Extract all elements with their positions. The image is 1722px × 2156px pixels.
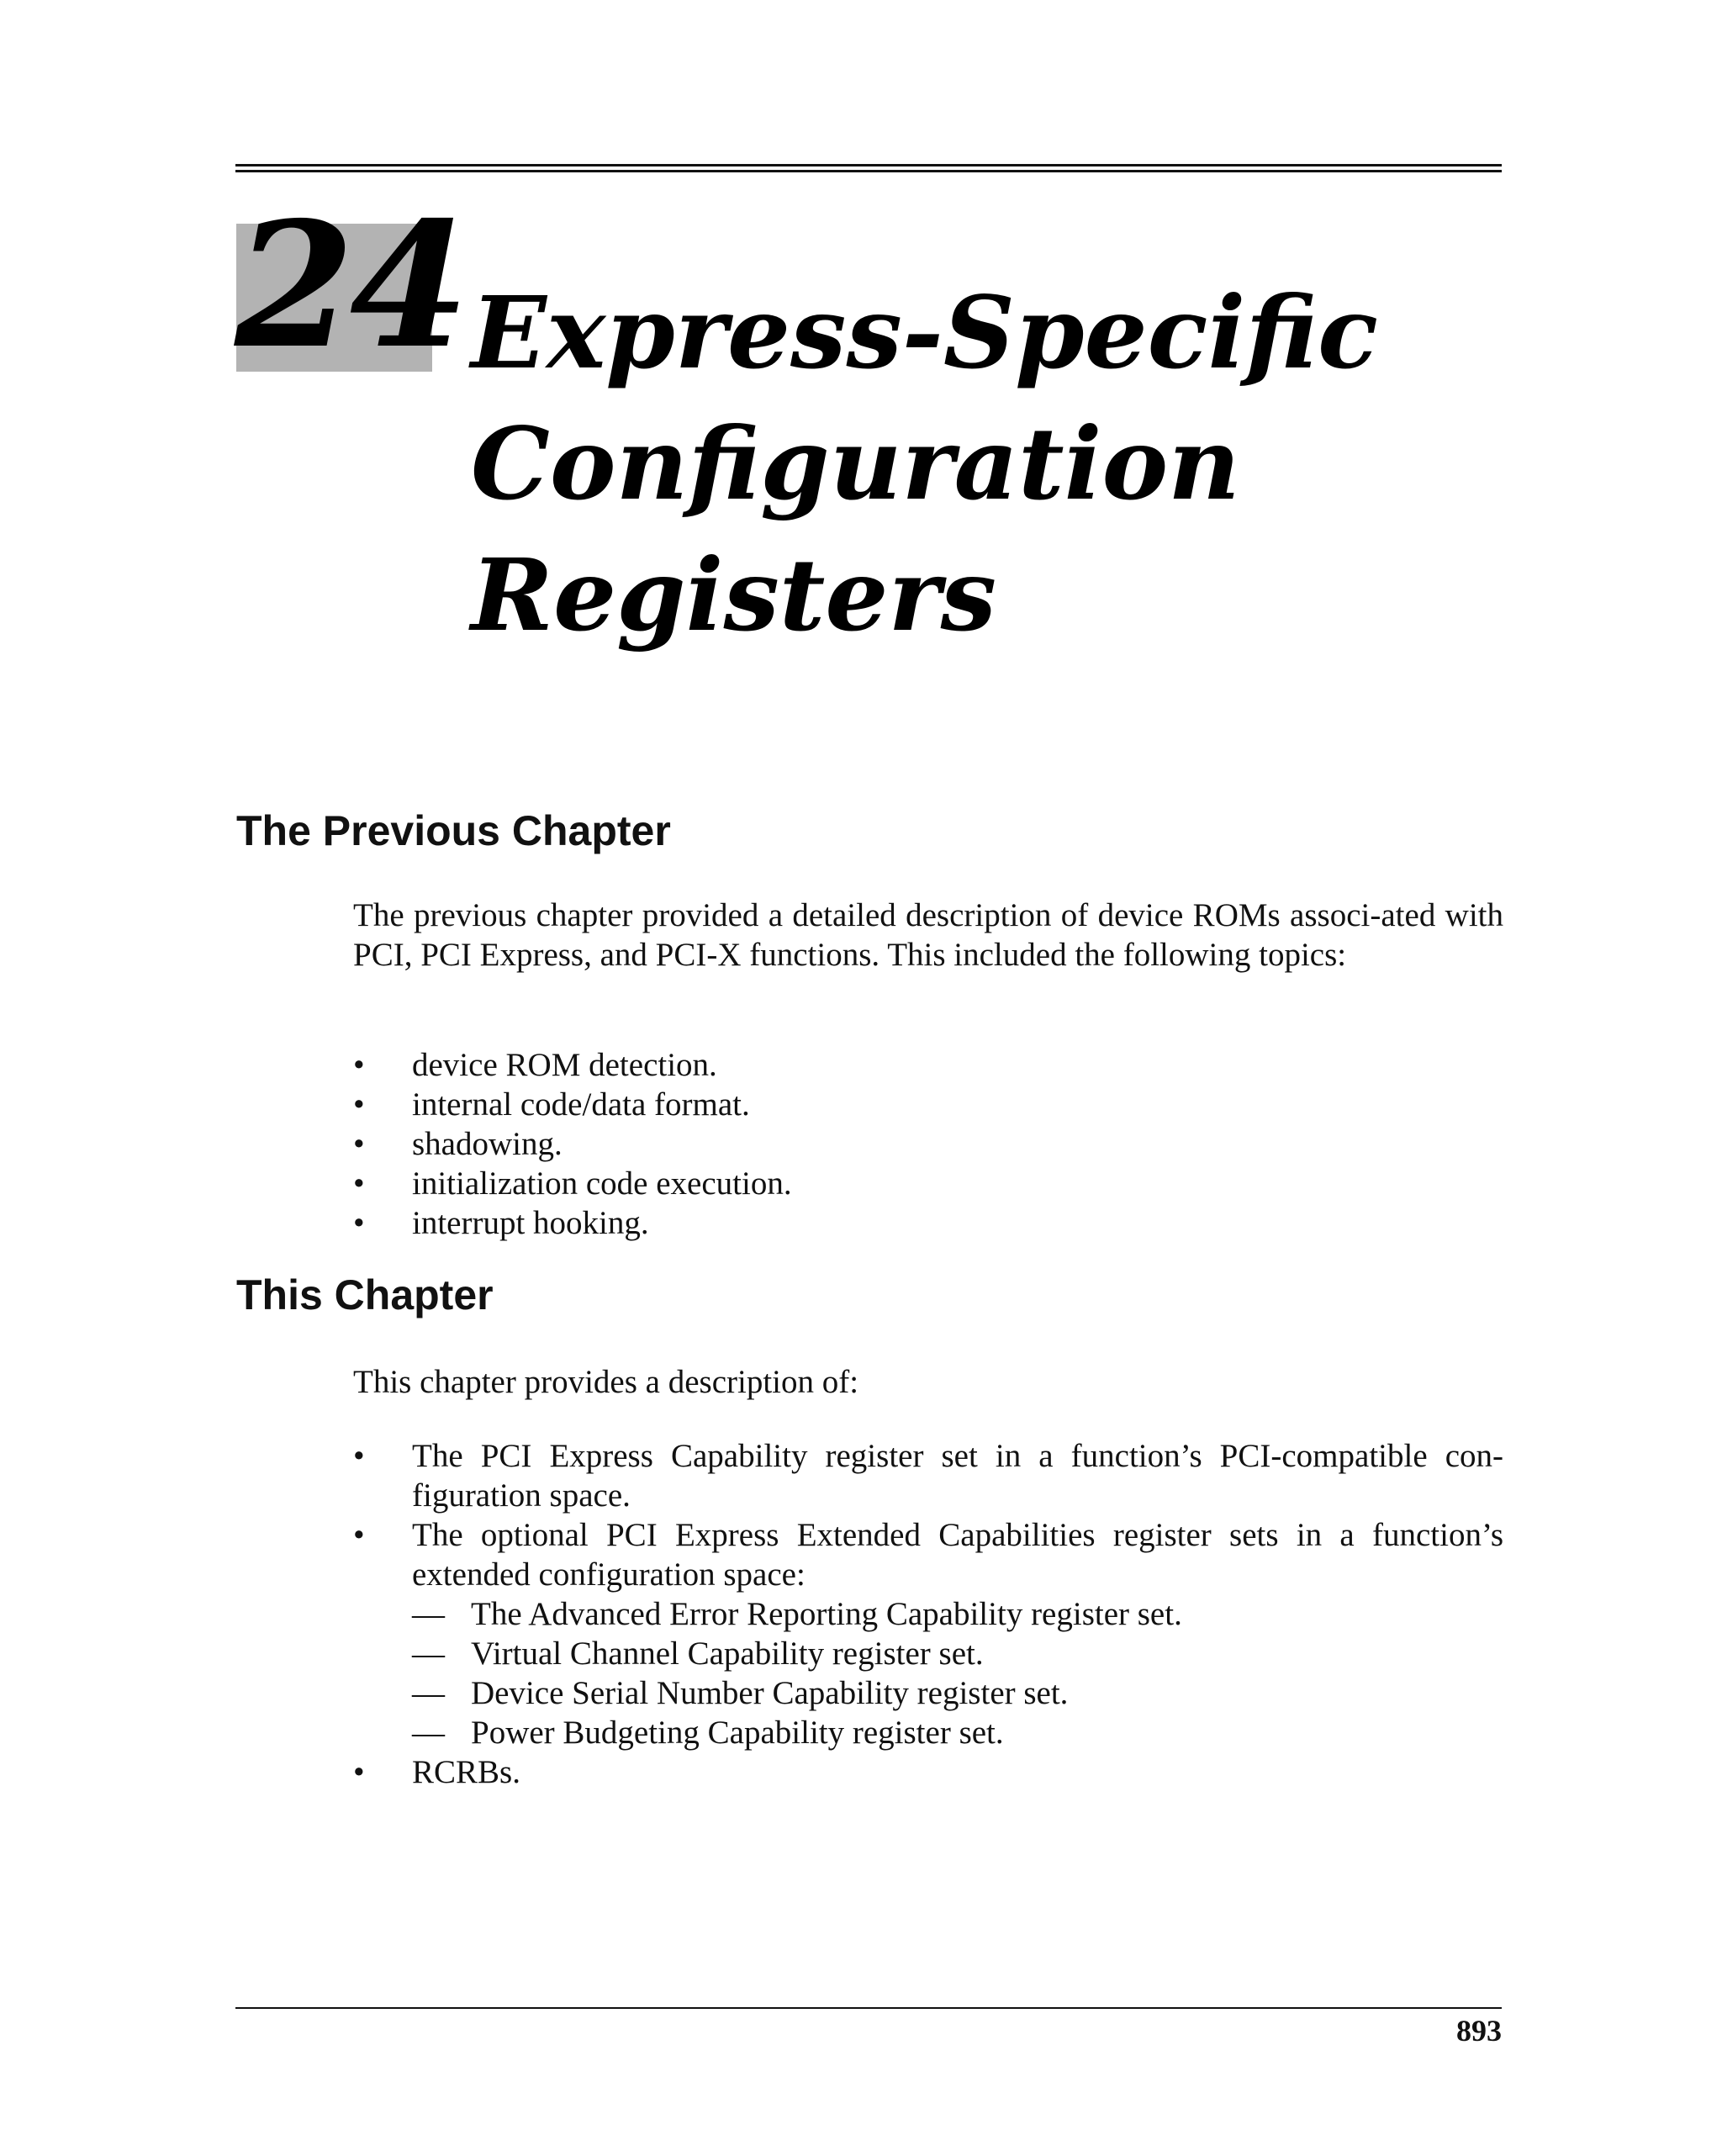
chapter-title: [471, 267, 1480, 661]
chapter-number-block: [235, 185, 465, 387]
dash-icon: —: [412, 1596, 445, 1632]
sub-list-item-text: The Advanced Error Reporting Capability register set.: [471, 1596, 1182, 1632]
sub-list-item: [412, 1673, 1503, 1713]
bullet-icon: •: [353, 1438, 365, 1474]
list-item: [353, 1045, 1503, 1085]
sub-list-item: [412, 1634, 1503, 1673]
list-item: [353, 1085, 1503, 1124]
sub-list-item-text: Device Serial Number Capability register set.: [471, 1675, 1069, 1711]
sub-list-item-text: Virtual Channel Capability register set.: [471, 1635, 984, 1672]
dash-icon: —: [412, 1715, 445, 1751]
footer-rule: [235, 2007, 1502, 2009]
bullet-icon: •: [353, 1754, 365, 1790]
this-chapter-topic-list: [353, 1436, 1503, 1792]
list-item: [353, 1164, 1503, 1203]
sub-list-item-text: Power Budgeting Capability register set.: [471, 1715, 1004, 1751]
list-item-text: The PCI Express Capability register set in a function’s PCI-compatible con-figuration space.: [412, 1438, 1503, 1514]
bullet-icon: •: [353, 1205, 365, 1241]
list-item: [353, 1515, 1503, 1752]
sub-list-item: [412, 1713, 1503, 1752]
bullet-icon: •: [353, 1086, 365, 1123]
header-rule-top: [235, 164, 1502, 166]
bullet-icon: •: [353, 1517, 365, 1553]
list-item-text: device ROM detection.: [412, 1047, 717, 1083]
dash-icon: —: [412, 1635, 445, 1672]
list-item-text: initialization code execution.: [412, 1165, 792, 1202]
list-item: [353, 1436, 1503, 1515]
previous-chapter-intro: The previous chapter provided a detailed description of device ROMs associ-ated with PCI, PCI Express, and PCI-X functions. This included the following topics:: [353, 897, 1503, 973]
section-heading-this-chapter: This Chapter: [236, 1271, 494, 1318]
chapter-title-line: Registers: [471, 536, 997, 653]
list-item-text: shadowing.: [412, 1126, 563, 1162]
bullet-icon: •: [353, 1126, 365, 1162]
section-heading-previous-chapter: The Previous Chapter: [236, 807, 671, 854]
this-chapter-intro: This chapter provides a description of:: [353, 1364, 859, 1400]
extended-capabilities-sub-list: [412, 1594, 1503, 1752]
chapter-title-line: Express-Specific: [471, 274, 1378, 391]
dash-icon: —: [412, 1675, 445, 1711]
chapter-number: 24: [235, 185, 465, 387]
bullet-icon: •: [353, 1047, 365, 1083]
list-item: [353, 1752, 1503, 1792]
list-item-text: The optional PCI Express Extended Capabilities register sets in a function’s extended configuration space:: [412, 1517, 1503, 1593]
previous-chapter-topic-list: [353, 1045, 1503, 1243]
list-item-text: RCRBs.: [412, 1754, 520, 1790]
list-item: [353, 1203, 1503, 1243]
page-number: 893: [1456, 2014, 1502, 2048]
bullet-icon: •: [353, 1165, 365, 1202]
list-item-text: internal code/data format.: [412, 1086, 750, 1123]
list-item: [353, 1124, 1503, 1164]
sub-list-item: [412, 1594, 1503, 1634]
chapter-title-line: Configuration: [471, 405, 1240, 522]
list-item-text: interrupt hooking.: [412, 1205, 649, 1241]
header-rule-bottom: [235, 170, 1502, 172]
